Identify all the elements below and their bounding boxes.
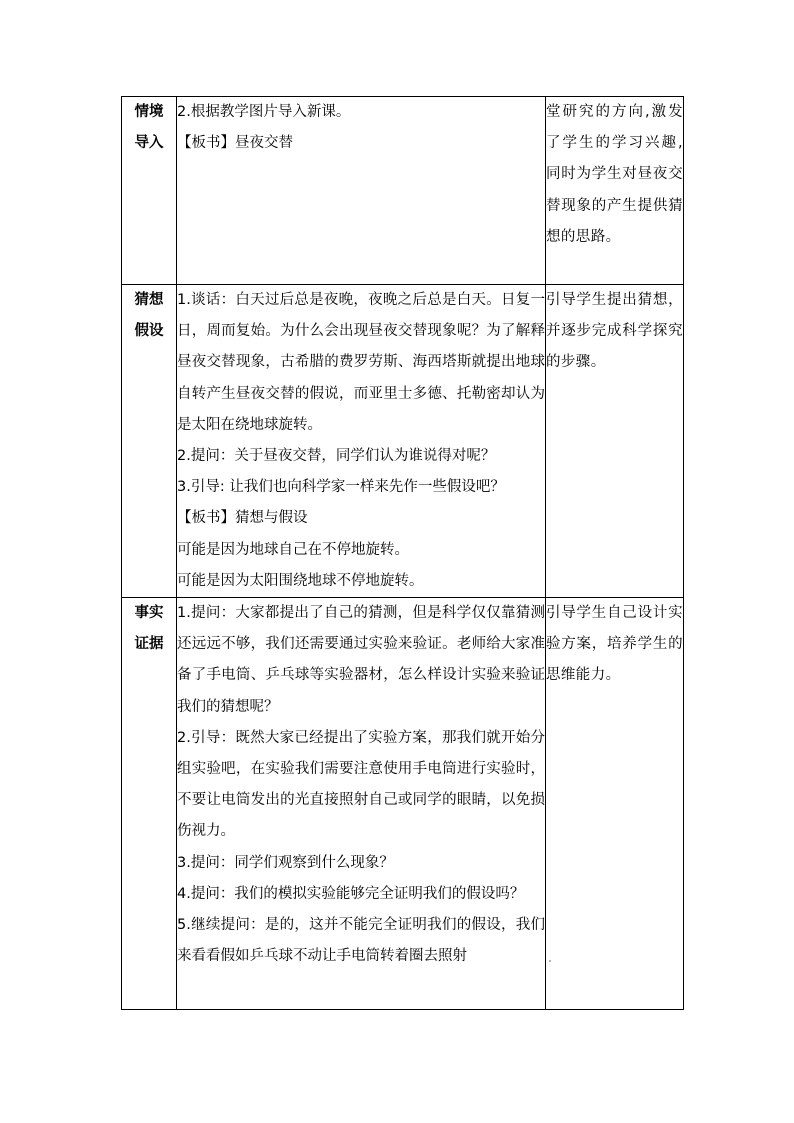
heading-line: 事实 [134,605,164,622]
design-intent [546,598,684,1010]
heading-line: 证据 [134,636,164,653]
content-paragraph: 2.根据教学图片导入新课。 [177,104,351,120]
content-paragraph: 【板书】猜想与假设 [177,510,308,527]
table-row-situation [122,97,684,285]
design-intent [546,97,684,285]
content-paragraph: 2.引导：既然大家已经提出了实验方案，那我们就开始分组实验吧，在实验我们需要注意使用手电筒进行实验时，不要让电筒发出的光直接照射自己或同学的眼睛，以免损伤视力。 [177,729,545,840]
intent-paragraph: 引导学生提出猜想，并逐步完成科学探究的步骤。 [546,292,683,371]
heading-line: 假设 [134,323,164,339]
lesson-plan-table [121,96,684,1010]
table-row-hypothesis [122,285,684,598]
heading-line: 猜想 [134,292,164,308]
intent-paragraph: 引导学生自己设计实验方案，培养学生的思维能力。 [546,605,683,684]
intent-paragraph: 堂研究的方向,激发了学生的学习兴趣,同时为学生对昼夜交替现象的产生提供猜想的思路。 [546,104,683,245]
teaching-content [177,598,546,1010]
content-paragraph: 1.提问：大家都提出了自己的猜测，但是科学仅仅靠猜测还远远不够，我们还需要通过实验来验证。老师给大家准备了手电筒、乒乓球等实验器材，怎么样设计实验来验证我们的猜想呢？ [177,605,545,715]
teaching-content [177,97,546,285]
stray-mark [549,960,551,962]
content-paragraph: 3.提问：同学们观察到什么现象？ [177,854,394,871]
content-paragraph: 可能是因为地球自己在不停地旋转。 [177,541,409,558]
teaching-content [177,285,546,598]
content-paragraph: 可能是因为太阳围绕地球不停地旋转。 [177,572,424,589]
design-intent [546,285,684,598]
row-heading [122,97,177,285]
content-paragraph: 4.提问：我们的模拟实验能够完全证明我们的假设吗？ [177,885,525,902]
content-paragraph: 5.继续提问：是的，这并不能完全证明我们的假设，我们来看看假如乒乓球不动让手电筒转着圈去照射 [177,917,545,965]
row-heading [122,598,177,1010]
content-paragraph: 3.引导: 让我们也向科学家一样来先作一些假设吧？ [177,479,505,496]
content-paragraph: 【板书】昼夜交替 [177,135,293,152]
row-heading [122,285,177,598]
table-row-evidence [122,598,684,1010]
content-paragraph: 1.谈话：白天过后总是夜晚，夜晚之后总是白天。日复一日，周而复始。为什么会出现昼夜交替现象呢？为了解释昼夜交替现象，古希腊的费罗劳斯、海西塔斯就提出地球自转产生昼夜交替的假说，而亚里士多德、托勒密却认为是太阳在绕地球旋转。 [177,292,545,433]
content-paragraph: 2.提问：关于昼夜交替，同学们认为谁说得对呢？ [177,448,496,465]
heading-line: 情境 [134,104,164,120]
heading-line: 导入 [134,135,164,151]
